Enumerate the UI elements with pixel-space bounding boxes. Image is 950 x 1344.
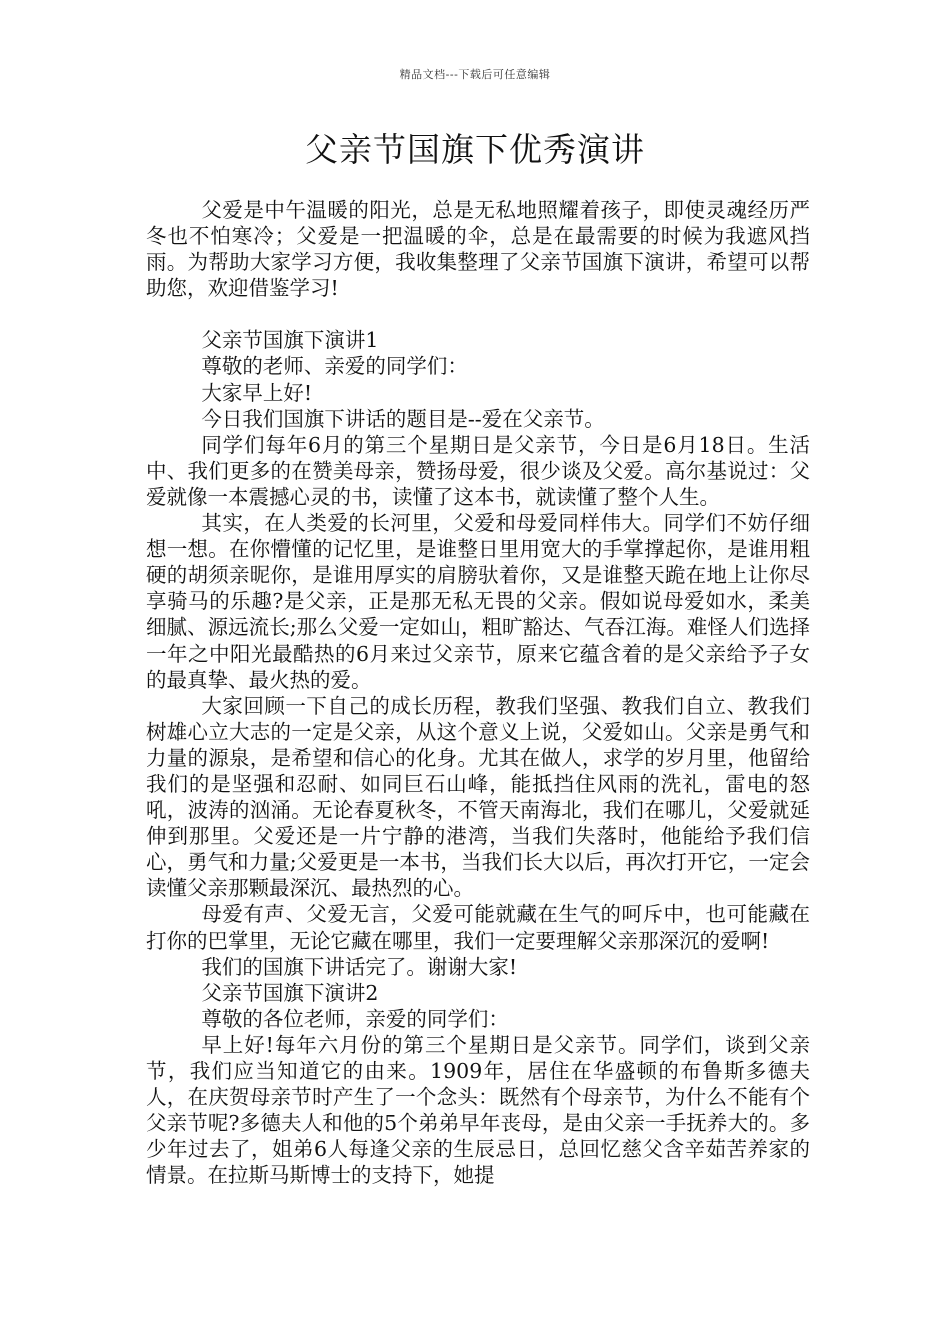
speech-2-salutation: 尊敬的各位老师，亲爱的同学们： <box>201 1006 509 1031</box>
speech-1-paragraph: 大家回顾一下自己的成长历程，教我们坚强、教我们自立、教我们树雄心立大志的一定是父亲，从这个意义上说，父爱如山。父亲是勇气和力量的源泉，是希望和信心的化身。尤其在做人，求学的岁月里，他留给我们的是坚强和忍耐、如同巨石山峰，能抵挡住风雨的洗礼，雷电的怒吼，波涛的汹涌。无论春夏秋冬，不管天南海北，我们在哪儿，父爱就延伸到那里。父爱还是一片宁静的港湾，当我们失落时，他能给予我们信心，勇气和力量;父爱更是一本书，当我们长大以后，再次打开它，一定会读懂父亲那颗最深沉、最热烈的心。 <box>146 693 810 901</box>
document-title: 父亲节国旗下优秀演讲 <box>305 130 645 169</box>
document-body <box>146 197 810 1188</box>
speech-1-paragraph: 母爱有声、父爱无言，父爱可能就藏在生气的呵斥中，也可能藏在打你的巴掌里，无论它藏在哪里，我们一定要理解父亲那深沉的爱啊! <box>146 902 810 953</box>
speech-1-greeting: 大家早上好! <box>201 380 313 405</box>
speech-1-paragraph: 其实，在人类爱的长河里，父爱和母爱同样伟大。同学们不妨仔细想一想。在你懵懂的记忆里，是谁整日里用宽大的手掌撑起你，是谁用粗硬的胡须亲昵你，是谁用厚实的肩膀驮着你，又是谁整天跪在地上让你尽享骑马的乐趣?是父亲，正是那无私无畏的父亲。假如说母爱如水，柔美细腻、源远流长;那么父爱一定如山，粗旷豁达、气吞江海。难怪人们选择一年之中阳光最酷热的6月来过父亲节，原来它蕴含着的是父亲给予子女的最真挚、最火热的爱。 <box>146 511 810 692</box>
intro-paragraph: 父爱是中午温暖的阳光，总是无私地照耀着孩子，即使灵魂经历严冬也不怕寒冷；父爱是一把温暖的伞，总是在最需要的时候为我遮风挡雨。为帮助大家学习方便，我收集整理了父亲节国旗下演讲，希望可以帮助您，欢迎借鉴学习! <box>146 198 810 301</box>
speech-1-heading: 父亲节国旗下演讲1 <box>201 328 379 353</box>
speech-1-topic: 今日我们国旗下讲话的题目是--爱在父亲节。 <box>201 406 605 431</box>
speech-2-paragraph: 早上好!每年六月份的第三个星期日是父亲节。同学们，谈到父亲节，我们应当知道它的由来。1909年，居住在华盛顿的布鲁斯多德夫人，在庆贺母亲节时产生了一个念头：既然有个母亲节，为什么不能有个父亲节呢?多德夫人和他的5个弟弟早年丧母，是由父亲一手抚养大的。多少年过去了，姐弟6人每逢父亲的生辰忌日，总回忆慈父含辛茹苦养家的情景。在拉斯马斯博士的支持下，她提 <box>146 1032 810 1188</box>
speech-1-salutation: 尊敬的老师、亲爱的同学们： <box>201 354 468 379</box>
speech-2-heading: 父亲节国旗下演讲2 <box>201 980 379 1005</box>
speech-1-paragraph: 同学们每年6月的第三个星期日是父亲节，今日是6月18日。生活中、我们更多的在赞美母亲，赞扬母爱，很少谈及父爱。高尔基说过：父爱就像一本震撼心灵的书，读懂了这本书，就读懂了整个人生。 <box>146 432 810 509</box>
page-header: 精品文档---下载后可任意编辑 <box>399 68 551 81</box>
speech-1-closing: 我们的国旗下讲话完了。谢谢大家! <box>201 954 518 979</box>
